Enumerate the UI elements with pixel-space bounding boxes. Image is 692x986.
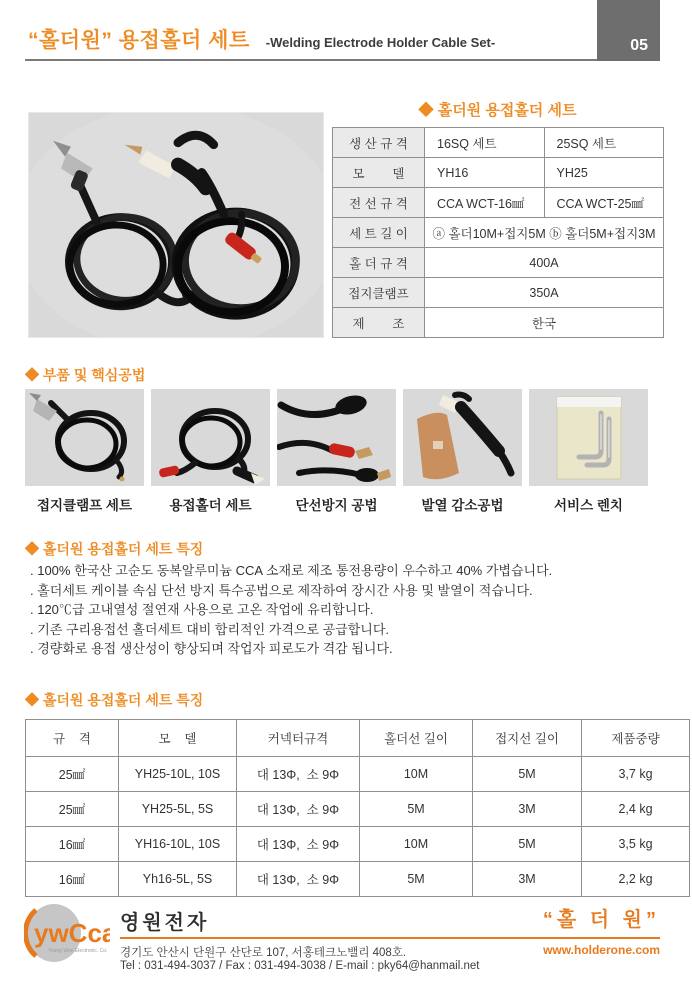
- features-section-title: ◆ 홀더원 용접홀더 세트 특징: [25, 541, 204, 557]
- table-row: [26, 827, 690, 862]
- spec-table-title: ◆ 홀더원 용접홀더 세트: [418, 102, 577, 119]
- column-header: 규 격: [26, 720, 119, 757]
- part-caption: 발열 감소공법: [421, 498, 504, 513]
- model-spec-table: [25, 719, 690, 897]
- cell-model: Yh16-5L, 5S: [119, 862, 237, 897]
- spec-value: 한국: [425, 308, 664, 338]
- spec-label: 생 산 규 격: [333, 128, 425, 158]
- cell-connector: 대 13Φ, 소 9Φ: [237, 757, 360, 792]
- spec-value: CCA WCT-16㎟: [425, 188, 545, 218]
- cell-holder-length: 5M: [360, 792, 473, 827]
- feature-line: . 홀더세트 케이블 속심 단선 방지 특수공법으로 제작하여 장시간 사용 및 발열이 적습니다.: [30, 582, 533, 598]
- spec-label: 접지클램프: [333, 278, 425, 308]
- column-header: 제품중량: [582, 720, 690, 757]
- cell-holder-length: 5M: [360, 862, 473, 897]
- spec-value: 16SQ 세트: [425, 128, 545, 158]
- cell-spec: 25㎟: [26, 792, 119, 827]
- logo-text: ywCca: [34, 918, 110, 948]
- part-item: [151, 389, 270, 514]
- column-header: 홀더선 길이: [360, 720, 473, 757]
- spec-row: [333, 218, 664, 248]
- welding-cable-set-photo-illustration: [29, 113, 323, 337]
- page-number: 05: [630, 37, 648, 54]
- brand-name: “홀 더 원”: [542, 909, 660, 931]
- part-caption: 단선방지 공법: [295, 498, 378, 513]
- lower-table-title: ◆ 홀더원 용접홀더 세트 특징: [25, 692, 204, 708]
- cell-weight: 3,5 kg: [582, 827, 690, 862]
- spec-row: [333, 308, 664, 338]
- part-caption: 접지클램프 세트: [36, 498, 133, 513]
- table-row: [26, 862, 690, 897]
- cell-connector: 대 13Φ, 소 9Φ: [237, 792, 360, 827]
- column-header: 모 델: [119, 720, 237, 757]
- parts-photo-row: [25, 389, 648, 514]
- cell-weight: 3,7 kg: [582, 757, 690, 792]
- spec-value: 25SQ 세트: [544, 128, 664, 158]
- parts-section-title: ◆ 부품 및 핵심공법: [25, 367, 146, 383]
- spec-value: YH16: [425, 158, 545, 188]
- part-caption: 용접홀더 세트: [169, 498, 252, 513]
- spec-label: 모 델: [333, 158, 425, 188]
- spec-row: [333, 248, 664, 278]
- company-name: 영원전자: [120, 912, 210, 934]
- feature-line: . 경량화로 용접 생산성이 향상되며 작업자 피로도가 격감 됩니다.: [30, 641, 393, 656]
- column-header: 커넥터규격: [237, 720, 360, 757]
- spec-value: 400A: [425, 248, 664, 278]
- spec-value: CCA WCT-25㎟: [544, 188, 664, 218]
- table-row: [26, 757, 690, 792]
- spec-label: 세 트 길 이: [333, 218, 425, 248]
- website-url: www.holderone.com: [543, 943, 660, 957]
- company-contact: Tel : 031-494-3037 / Fax : 031-494-3038 / E-mail : pky64@hanmail.net: [120, 960, 480, 972]
- wire-break-prevention-photo: [277, 389, 396, 486]
- cell-ground-length: 5M: [473, 757, 582, 792]
- cell-weight: 2,2 kg: [582, 862, 690, 897]
- part-caption: 서비스 렌치: [554, 498, 623, 513]
- features-list: [30, 561, 660, 659]
- cell-holder-length: 10M: [360, 827, 473, 862]
- page-header: [28, 24, 592, 54]
- main-product-photo: [28, 112, 324, 338]
- spec-row: [333, 128, 664, 158]
- spec-row: [333, 158, 664, 188]
- feature-line: . 100% 한국산 고순도 동복알루미늄 CCA 소재로 제조 통전용량이 우수하고 40% 가볍습니다.: [30, 563, 553, 578]
- page-number-box: [597, 0, 660, 61]
- table-header-row: [26, 720, 690, 757]
- ground-clamp-set-photo: [25, 389, 144, 486]
- part-item: [277, 389, 396, 514]
- column-header: 접지선 길이: [473, 720, 582, 757]
- company-address: 경기도 안산시 단원구 산단로 107, 서홍테크노밸리 408호.: [120, 947, 407, 959]
- spec-label: 홀 더 규 격: [333, 248, 425, 278]
- logo-tagline: Young Won Electronic. Co.: [48, 948, 108, 954]
- cell-model: YH25-10L, 10S: [119, 757, 237, 792]
- cell-connector: 대 13Φ, 소 9Φ: [237, 827, 360, 862]
- cell-spec: 25㎟: [26, 757, 119, 792]
- welding-holder-set-photo: [151, 389, 270, 486]
- cell-ground-length: 5M: [473, 827, 582, 862]
- cell-holder-length: 10M: [360, 757, 473, 792]
- cell-model: YH25-5L, 5S: [119, 792, 237, 827]
- spec-table: [332, 127, 664, 338]
- spec-row: [333, 188, 664, 218]
- part-item: [529, 389, 648, 514]
- spec-row: [333, 278, 664, 308]
- spec-value: 350A: [425, 278, 664, 308]
- cell-model: YH16-10L, 10S: [119, 827, 237, 862]
- feature-line: . 120℃급 고내열성 절연재 사용으로 고온 작업에 유리합니다.: [30, 602, 374, 617]
- heat-reduction-photo: [403, 389, 522, 486]
- cell-weight: 2,4 kg: [582, 792, 690, 827]
- cell-ground-length: 3M: [473, 792, 582, 827]
- company-logo: [24, 900, 110, 966]
- spec-value: ⓐ 홀더10M+접지5M ⓑ 홀더5M+접지3M: [425, 218, 664, 248]
- feature-line: . 기존 구리용접선 홀더세트 대비 합리적인 가격으로 공급합니다.: [30, 621, 390, 637]
- spec-value: YH25: [544, 158, 664, 188]
- cell-ground-length: 3M: [473, 862, 582, 897]
- service-wrench-photo: [529, 389, 648, 486]
- spec-label: 전 선 규 격: [333, 188, 425, 218]
- cell-spec: 16㎟: [26, 862, 119, 897]
- spec-label: 제 조: [333, 308, 425, 338]
- header-divider: [25, 59, 660, 61]
- part-item: [403, 389, 522, 514]
- footer-divider: [120, 937, 660, 939]
- part-item: [25, 389, 144, 514]
- page-subtitle: -Welding Electrode Holder Cable Set-: [265, 35, 496, 50]
- cell-spec: 16㎟: [26, 827, 119, 862]
- table-row: [26, 792, 690, 827]
- page-title: “홀더원” 용접홀더 세트: [28, 29, 250, 52]
- cell-connector: 대 13Φ, 소 9Φ: [237, 862, 360, 897]
